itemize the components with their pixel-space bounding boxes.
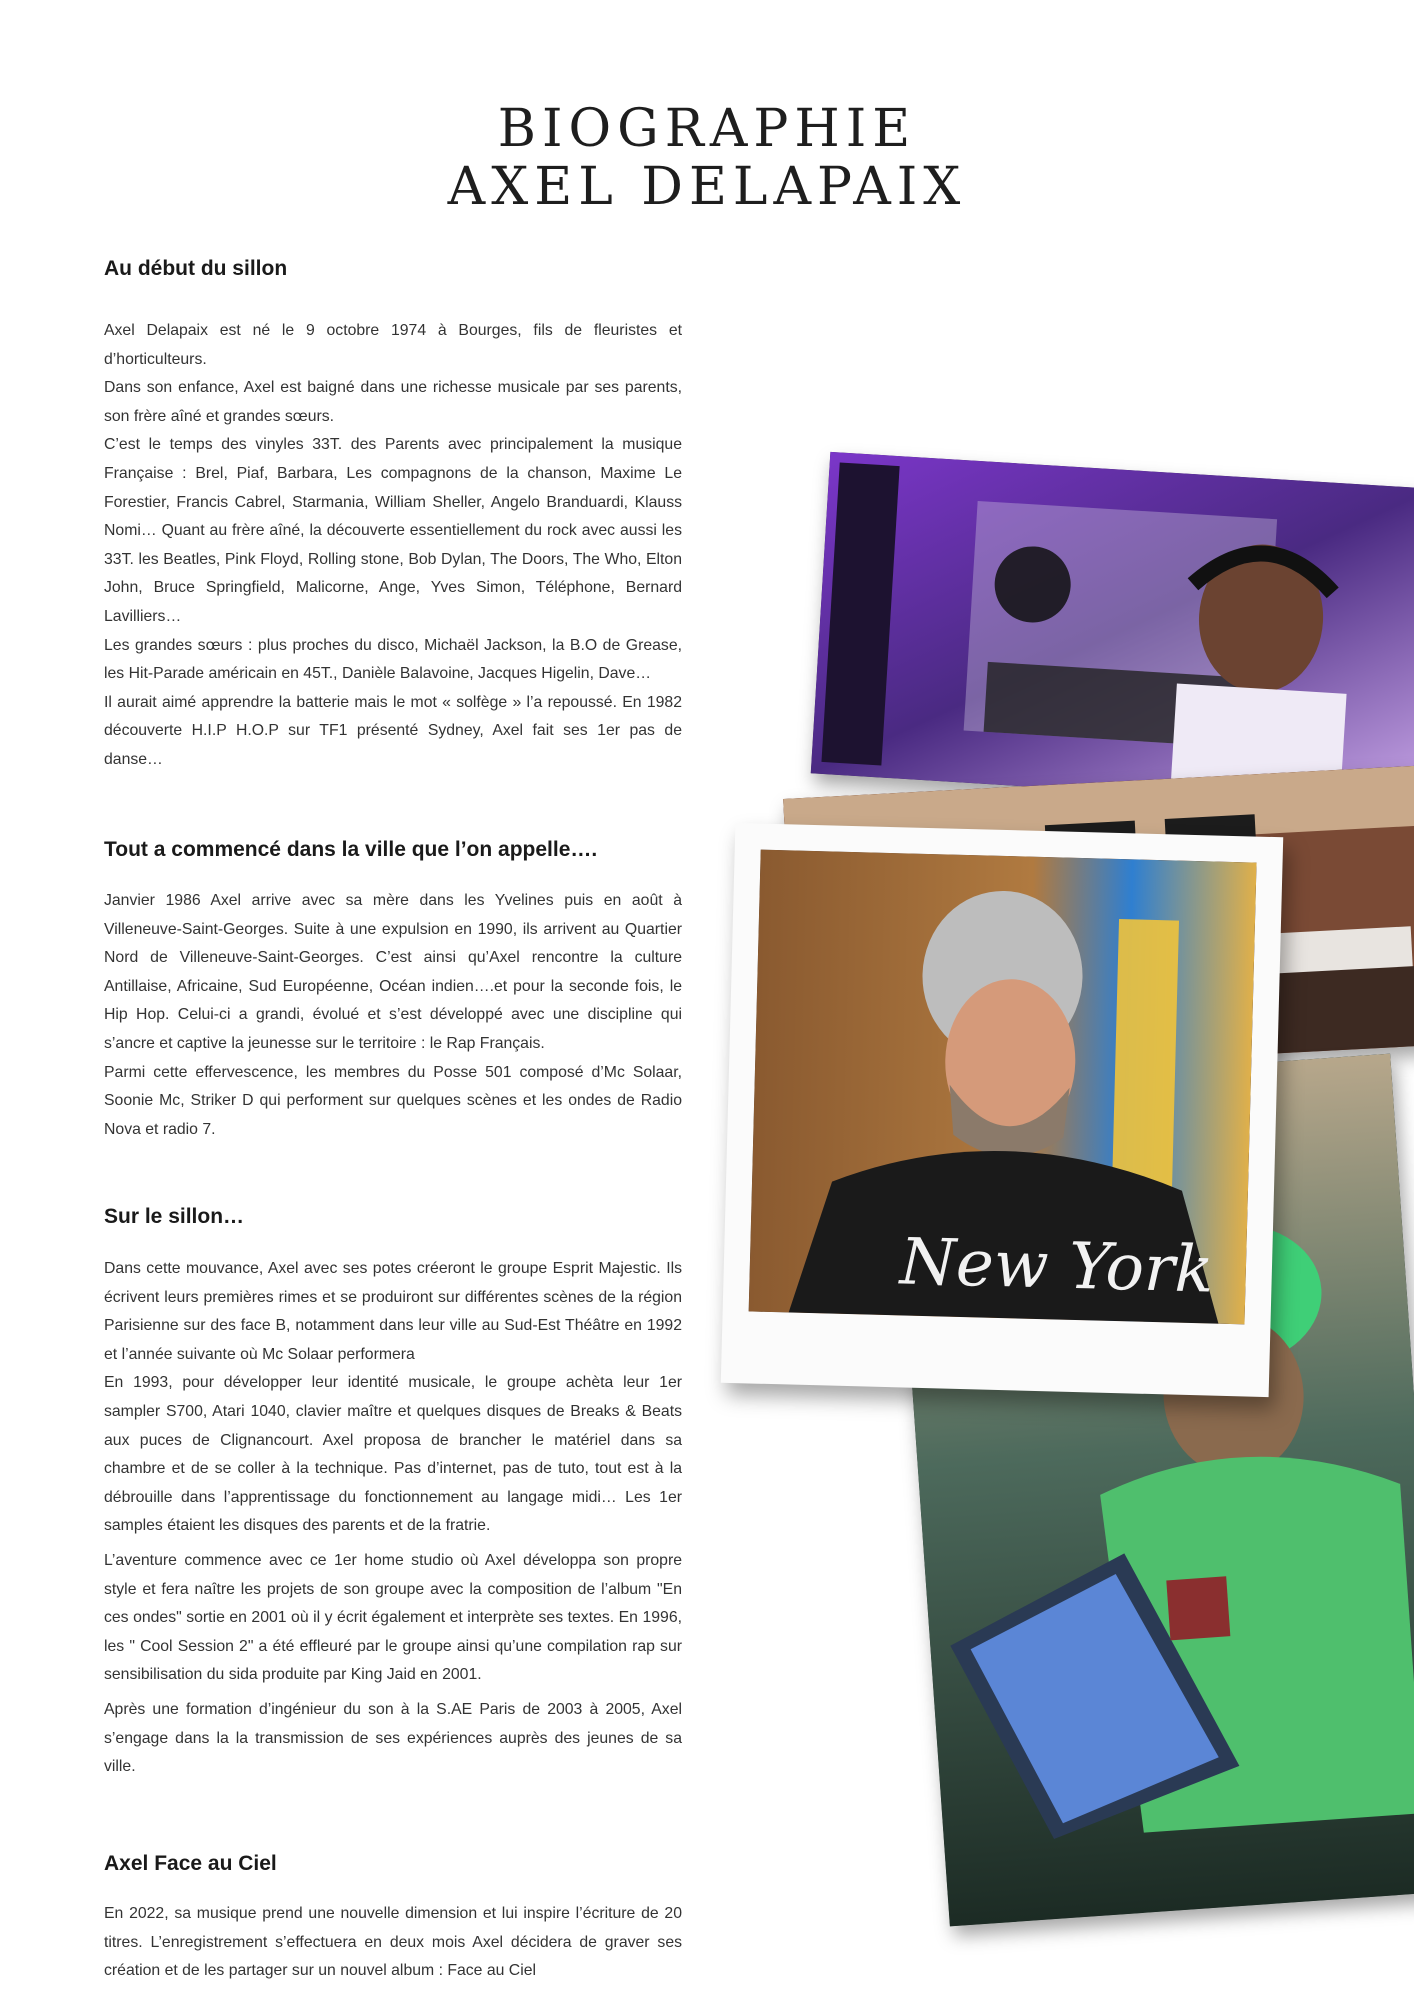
- paragraph: Axel Delapaix est né le 9 octobre 1974 à Bourges, fils de fleuristes et d’horticulteurs.: [104, 322, 682, 368]
- section-heading-face-au-ciel: Axel Face au Ciel: [104, 1852, 277, 1875]
- paragraph: Dans cette mouvance, Axel avec ses potes créeront le groupe Esprit Majestic. Ils écrivent leurs premières rimes et se produiront sur différentes scènes de la région Parisienne sur des face B, notamment dans leur ville au Sud-Est Théâtre en 1992 et l’année suivante où Mc Solaar performera: [104, 1260, 682, 1363]
- shirt-text: New York: [899, 1225, 1215, 1308]
- paragraph: En 2022, sa musique prend une nouvelle dimension et lui inspire l’écriture de 20 titres. L’enregistrement s’effectuera en deux mois Axel décidera de graver ses création et de les partager sur un nouvel album : Face au Ciel: [104, 1905, 682, 1980]
- paragraph: C’est le temps des vinyles 33T. des Parents avec principalement la musique Française : Brel, Piaf, Barbara, Les compagnons de la chanson, Maxime Le Forestier, Francis Cabrel, Starmania, William Sheller, Angelo Branduardi, Klauss Nomi… Quant au frère aîné, la découverte essentiellement du rock avec aussi les 33T. les Beatles, Pink Floyd, Rolling stone, Bob Dylan, The Doors, The Who, Elton John, Bruce Springfield, Malicorne, Ange, Yves Simon, Téléphone, Bernard Lavilliers…: [104, 436, 682, 625]
- section-heading-ville: Tout a commencé dans la ville que l’on appelle….: [104, 838, 598, 861]
- section-body-debut: [104, 317, 682, 775]
- section-heading-debut: Au début du sillon: [104, 257, 288, 280]
- paragraph: Il aurait aimé apprendre la batterie mais le mot « solfège » l’a repoussé. En 1982 découverte H.I.P H.O.P sur TF1 présenté Sydney, Axel fait ses 1er pas de danse…: [104, 693, 682, 768]
- title-line-2: AXEL DELAPAIX: [447, 157, 967, 217]
- paragraph: Parmi cette effervescence, les membres du Posse 501 composé d’Mc Solaar, Soonie Mc, Striker D qui performent sur quelques scènes et les ondes de Radio Nova et radio 7.: [104, 1063, 682, 1138]
- paragraph: Dans son enfance, Axel est baigné dans une richesse musicale par ses parents, son frère aîné et grandes sœurs.: [104, 379, 682, 425]
- paragraph: Janvier 1986 Axel arrive avec sa mère dans les Yvelines puis en août à Villeneuve-Saint-Georges. Suite à une expulsion en 1990, ils arrivent au Quartier Nord de Villeneuve-Saint-Georges. C’est ainsi qu’Axel rencontre la culture Antillaise, Africaine, Sud Européenne, Océan indien….et pour la seconde fois, le Hip Hop. Celui-ci a grandi, évolué et s’est développé avec une discipline qui s’ancre et captive la jeunesse sur le territoire : le Rap Français.: [104, 892, 682, 1052]
- photo-vocal-booth: [811, 452, 1414, 810]
- title-line-1: BIOGRAPHIE: [497, 99, 917, 159]
- polaroid-portrait: [721, 823, 1283, 1397]
- section-body-ville: [104, 887, 682, 1144]
- vocal-booth-image: [811, 452, 1414, 810]
- page-title: [0, 100, 1414, 216]
- section-body-face-au-ciel: [104, 1900, 682, 1986]
- portrait-frame: [749, 850, 1257, 1325]
- paragraph: Les grandes sœurs : plus proches du disco, Michaël Jackson, la B.O de Grease, les Hit-Parade américain en 45T., Danièle Balavoine, Jacques Higelin, Dave…: [104, 636, 682, 683]
- paragraph: Après une formation d’ingénieur du son à la S.AE Paris de 2003 à 2005, Axel s’engage dans la la transmission de ses expériences auprès des jeunes de sa ville.: [104, 1700, 682, 1776]
- paragraph: L’aventure commence avec ce 1er home studio où Axel développa son propre style et fera naître les projets de son groupe avec la composition de l’album "En ces ondes" sortie en 2001 où il y écrit également et interprète ses textes. En 1996, les " Cool Session 2" a été effleuré par le groupe ainsi qu’une compilation rap sur sensibilisation du sida produite par King Jaid en 2001.: [104, 1551, 682, 1684]
- section-body-sillon: [104, 1255, 682, 1782]
- paragraph: En 1993, pour développer leur identité musicale, le groupe achèta leur 1er sampler S700, Atari 1040, clavier maître et quelques disques de Breaks & Beats aux puces de Clignancourt. Axel proposa de brancher le matériel dans sa chambre et de se coller à la technique. Pas d’internet, pas de tuto, tout est à la débrouille dans l’apprentissage du fonctionnement au langage midi… Les 1er samples étaient les disques des parents et de la fratrie.: [104, 1374, 682, 1535]
- section-heading-sillon: Sur le sillon…: [104, 1205, 245, 1228]
- portrait-image: [749, 850, 1257, 1325]
